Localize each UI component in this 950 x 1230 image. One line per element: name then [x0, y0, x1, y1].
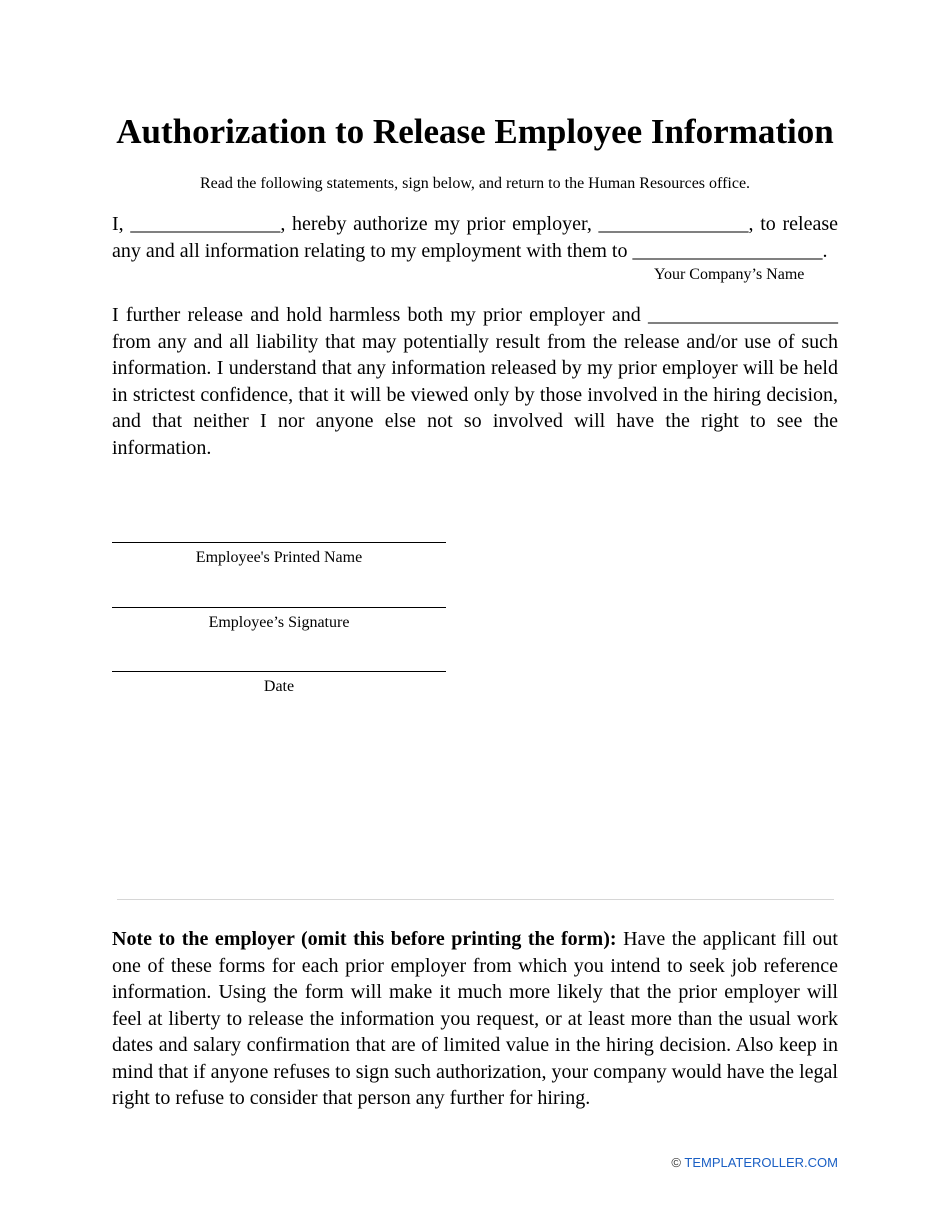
release-paragraph: I further release and hold harmless both my prior employer and ___________________ from any and all liability that may potentially result from the release and/or use of such information. I understand that any information released by my prior employer will be held in strictest confidence, that it will be viewed only by those involved in the hiring decision, and that neither I nor anyone else not so involved will have the right to see the information.: [112, 304, 838, 459]
authorization-line-2: any and all information relating to my employment with them to ___________________.: [112, 239, 828, 262]
copyright-icon: ©: [671, 1155, 681, 1170]
employer-note: [112, 926, 838, 1112]
section-divider: [117, 899, 834, 900]
templateroller-link[interactable]: TEMPLATEROLLER.COM: [684, 1155, 838, 1170]
signature-line: [112, 607, 446, 608]
note-heading: Note to the employer (omit this before printing the form):: [112, 928, 617, 950]
note-body: Have the applicant fill out one of these forms for each prior employer from which you intend to seek job reference information. Using the form will make it much more likely that the prior employer will feel at liberty to release the information you request, or at least more than the usual work dates and salary confirmation that are of limited value in the hiring decision. Also keep in mind that if anyone refuses to sign such authorization, your company would have the legal right to refuse to consider that person any further for hiring.: [112, 928, 838, 1109]
instructions-text: Read the following statements, sign below, and return to the Human Resources office.: [199, 175, 751, 192]
signature-label: Employee’s Signature: [208, 614, 350, 631]
authorization-paragraph: [112, 211, 838, 264]
authorization-line-1: I, _______________, hereby authorize my prior employer, _______________, to release: [112, 213, 838, 235]
footer-credit: [671, 1154, 838, 1172]
page-title: Authorization to Release Employee Information: [116, 112, 834, 151]
printed-name-line: [112, 542, 446, 543]
date-line: [112, 671, 446, 672]
company-name-caption: Your Company’s Name: [654, 266, 805, 283]
printed-name-label: Employee's Printed Name: [195, 549, 363, 566]
date-label: Date: [263, 678, 295, 695]
